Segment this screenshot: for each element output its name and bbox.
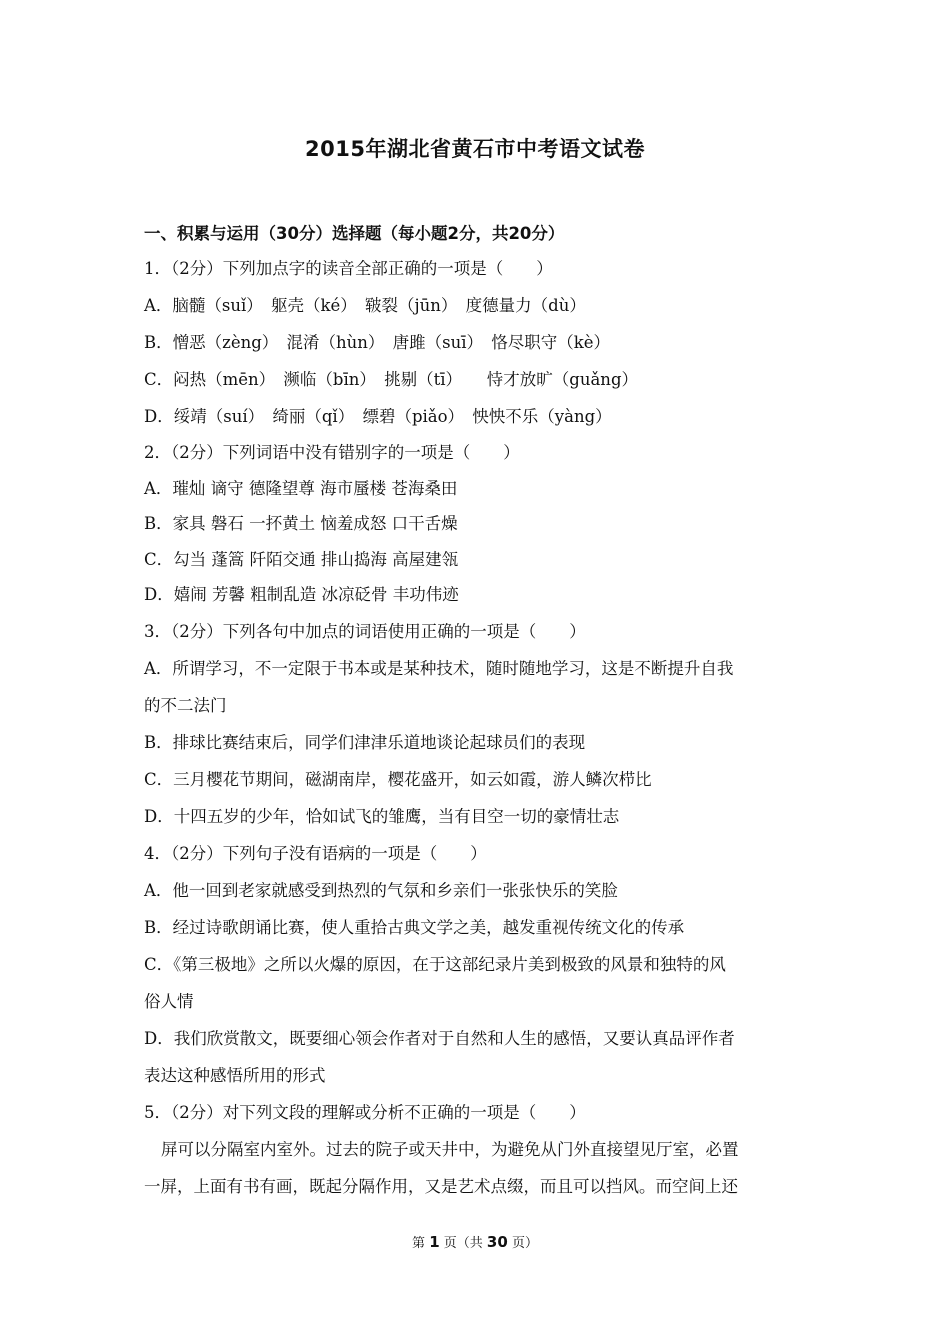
page-footer	[0, 1232, 950, 1251]
footer-page-number: 1	[429, 1233, 440, 1251]
footer-total-pages: 30	[486, 1233, 508, 1251]
question-1-stem: 1．（2分）下列加点字的读音全部正确的一项是（ ）	[144, 259, 553, 278]
question-4-option-b: B．经过诗歌朗诵比赛，使人重拾古典文学之美，越发重视传统文化的传承	[144, 917, 685, 937]
question-3-stem: 3．（2分）下列各句中加点的词语使用正确的一项是（ ）	[144, 621, 586, 641]
question-4-option-c-cont: 俗人情	[144, 991, 194, 1011]
question-1-option-a: A．脑髓（suǐ） 躯壳（ké） 皲裂（jūn） 度德量力（dù）	[144, 296, 586, 315]
question-2-option-a: A．璀灿 谪守 德隆望尊 海市蜃楼 苍海桑田	[144, 478, 458, 498]
question-1-option-b: B．憎恶（zèng） 混淆（hùn） 唐雎（suī） 恪尽职守（kè）	[144, 333, 611, 352]
question-4-option-a: A．他一回到老家就感受到热烈的气氛和乡亲们一张张快乐的笑脸	[144, 880, 618, 900]
exam-body	[144, 250, 808, 1205]
footer-middle: 页（共	[443, 1236, 483, 1251]
passage-line-2: 一屏，上面有书有画，既起分隔作用，又是艺术点缀，而且可以挡风。而空间上还	[144, 1176, 738, 1196]
question-1-option-d: D．绥靖（suí） 绮丽（qǐ） 缥碧（piǎo） 怏怏不乐（yàng）	[144, 407, 612, 426]
question-2-option-b: B．家具 磐石 一抔黄土 恼羞成怒 口干舌燥	[144, 514, 458, 533]
footer-suffix: 页）	[511, 1236, 538, 1251]
page-title: 2015年湖北省黄石市中考语文试卷	[305, 137, 645, 161]
question-1-option-c: C．闷热（mēn） 濒临（bīn） 挑剔（tī） 恃才放旷（guǎng）	[144, 370, 639, 389]
question-3-option-b: B．排球比赛结束后，同学们津津乐道地谈论起球员们的表现	[144, 732, 586, 752]
question-3-option-a: A．所谓学习，不一定限于书本或是某种技术，随时随地学习，这是不断提升自我	[144, 658, 734, 678]
question-3-option-d: D．十四五岁的少年，恰如试飞的雏鹰，当有目空一切的豪情壮志	[144, 806, 620, 826]
question-4-stem: 4．（2分）下列句子没有语病的一项是（ ）	[144, 843, 487, 863]
passage-line-1: 屏可以分隔室内室外。过去的院子或天井中，为避免从门外直接望见厅室，必置	[161, 1139, 739, 1159]
question-2-option-d: D．嬉闹 芳馨 粗制乱造 冰凉砭骨 丰功伟迹	[144, 585, 459, 604]
question-3-option-c: C．三月樱花节期间，磁湖南岸，樱花盛开，如云如霞，游人鳞次栉比	[144, 769, 652, 789]
question-2-stem: 2．（2分）下列词语中没有错别字的一项是（ ）	[144, 443, 520, 462]
section-heading: 一、积累与运用（30分）选择题（每小题2分，共20分）	[144, 224, 565, 243]
question-2-option-c: C．勾当 蓬篙 阡陌交通 排山捣海 高屋建瓴	[144, 549, 459, 569]
footer-prefix: 第	[412, 1236, 426, 1251]
question-5-stem: 5．（2分）对下列文段的理解或分析不正确的一项是（ ）	[144, 1102, 586, 1122]
question-4-option-c: C．《第三极地》之所以火爆的原因，在于这部纪录片美到极致的风景和独特的风	[144, 954, 726, 974]
question-3-option-a-cont: 的不二法门	[144, 695, 227, 715]
question-4-option-d-cont: 表达这种感悟所用的形式	[144, 1065, 326, 1085]
question-4-option-d: D．我们欣赏散文，既要细心领会作者对于自然和人生的感悟，又要认真品评作者	[144, 1028, 735, 1048]
